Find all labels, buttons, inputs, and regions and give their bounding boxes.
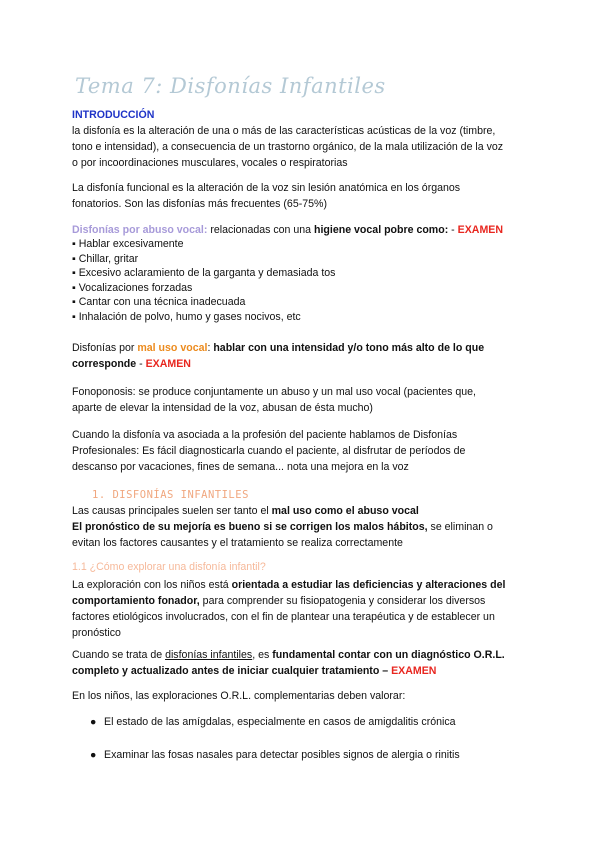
maluso-bold-2: corresponde: [72, 358, 137, 370]
abuso-lead: Disfonías por abuso vocal:: [72, 224, 208, 236]
orl-mid: , es: [252, 649, 273, 661]
section-1-paragraph: [72, 503, 532, 551]
intro-line: o por incoordinaciones musculares, vocales o respiratorias: [72, 157, 348, 169]
orl-bold-1: fundamental contar con un diagnóstico O.R.L.: [272, 649, 505, 661]
intro-heading: INTRODUCCIÓN: [72, 109, 155, 121]
subsection-1-1-paragraph: [72, 577, 532, 641]
maluso-lead: mal uso vocal: [137, 342, 208, 354]
orl-line-1: [72, 647, 532, 663]
maluso-colon: :: [207, 342, 214, 354]
list-item: ▪ Cantar con una técnica inadecuada: [72, 296, 246, 308]
maluso-line-2: [72, 356, 532, 372]
intro-paragraph: [72, 123, 532, 171]
sub-bold-2: comportamiento fonador,: [72, 595, 200, 607]
abuso-list: [72, 237, 532, 324]
list-item: ▪ Vocalizaciones forzadas: [72, 281, 193, 294]
section-1-line-2: [72, 519, 532, 535]
list-item: [90, 716, 456, 728]
abuso-text: relacionadas con una: [207, 224, 315, 236]
orl-line-2: [72, 663, 532, 679]
orl-paragraph: [72, 647, 532, 679]
profesionales-line: Profesionales: Es fácil diagnosticarla cuando el paciente, al disfrutar de períodos de: [72, 445, 466, 457]
sub-rest: para comprender su fisiopatogenia y considerar los diversos: [199, 595, 486, 607]
section-1-bold: mal uso como el abuso vocal: [271, 505, 419, 517]
exam-tag: EXAMEN: [145, 358, 191, 370]
funcional-line-2: fonatorios. Son las disfonías más frecuentes (65-75%): [72, 198, 327, 210]
list-item: ▪ Chillar, gritar: [72, 252, 139, 265]
sub-line-2: [72, 593, 532, 609]
fonoponosis-paragraph: [72, 384, 532, 416]
maluso-line-1: [72, 340, 532, 356]
maluso-bold-1: hablar con una intensidad y/o tono más alto de lo que: [213, 342, 485, 354]
abuso-heading-line: [72, 222, 532, 238]
list-item: ▪ Excesivo aclaramiento de la garganta y demasiada tos: [72, 267, 336, 279]
intro-line: tono e intensidad), a consecuencia de un trastorno orgánico, de la mala utilización de la voz: [72, 141, 504, 153]
fonoponosis-line: Fonoponosis: se produce conjuntamente un abuso y un mal uso vocal (pacientes que,: [72, 386, 476, 398]
sub-pre: La exploración con los niños está: [72, 579, 232, 591]
funcional-line-1: La disfonía funcional es la alteración de la voz sin lesión anatómica en los órganos: [72, 182, 461, 194]
profesionales-line: descanso por vacaciones, fines de semana... nota una mejora en la voz: [72, 461, 409, 473]
orl-underlined: disfonías infantiles: [165, 649, 253, 661]
maluso-paragraph: [72, 340, 532, 372]
sub-bold-1: orientada a estudiar las deficiencias y alteraciones del: [231, 579, 506, 591]
orl-pre: Cuando se trata de: [72, 649, 166, 661]
list-item-text: Examinar las fosas nasales para detectar posibles signos de alergia o rinitis: [104, 749, 460, 761]
orl-bold-2: completo y actualizado antes de iniciar cualquier tratamiento –: [72, 665, 392, 677]
funcional-paragraph: [72, 180, 532, 212]
exam-tag: EXAMEN: [391, 665, 437, 677]
exam-tag: EXAMEN: [457, 224, 503, 236]
section-1-rest: se eliminan o: [427, 521, 493, 533]
maluso-pre: Disfonías por: [72, 342, 138, 354]
intro-heading-block: [72, 107, 532, 123]
section-1-pre: Las causas principales suelen ser tanto el: [72, 505, 272, 517]
list-item: [90, 749, 460, 761]
bullet-icon: ●: [90, 716, 97, 728]
maluso-dash: -: [136, 358, 146, 370]
abuso-dash: -: [448, 224, 458, 236]
profesionales-paragraph: [72, 427, 532, 475]
page-title: Tema 7: Disfonías Infantiles: [75, 74, 386, 98]
profesionales-line: Cuando la disfonía va asociada a la profesión del paciente hablamos de Disfonías: [72, 429, 458, 441]
section-1-line-1: [72, 503, 532, 519]
section-1-line-3: evitan los factores causantes y el tratamiento se realiza correctamente: [72, 537, 403, 549]
section-1-bold-2: El pronóstico de su mejoría es bueno si se corrigen los malos hábitos,: [72, 521, 428, 533]
sub-line-3: factores etiológicos involucrados, con el fin de plantear una terapéutica y de establecer un: [72, 611, 495, 623]
abuso-bold: higiene vocal pobre como:: [314, 224, 449, 236]
list-item: ▪ Hablar excesivamente: [72, 238, 184, 250]
list-item: ▪ Inhalación de polvo, humo y gases nocivos, etc: [72, 310, 301, 323]
sub-line-1: [72, 577, 532, 593]
fonoponosis-line: aparte de elevar la intensidad de la voz, abusan de ésta mucho): [72, 402, 373, 414]
bullet-icon: ●: [90, 749, 97, 761]
intro-line: la disfonía es la alteración de una o más de las características acústicas de la voz (timbre,: [72, 125, 496, 137]
sub-line-4: pronóstico: [72, 627, 121, 639]
ninos-intro: En los niños, las exploraciones O.R.L. complementarias deben valorar:: [72, 690, 406, 702]
subsection-1-1-heading: 1.1 ¿Cómo explorar una disfonía infantil?: [72, 561, 266, 573]
list-item-text: El estado de las amígdalas, especialmente en casos de amigdalitis crónica: [104, 716, 456, 728]
section-1-heading: 1. DISFONÍAS INFANTILES: [92, 489, 249, 501]
